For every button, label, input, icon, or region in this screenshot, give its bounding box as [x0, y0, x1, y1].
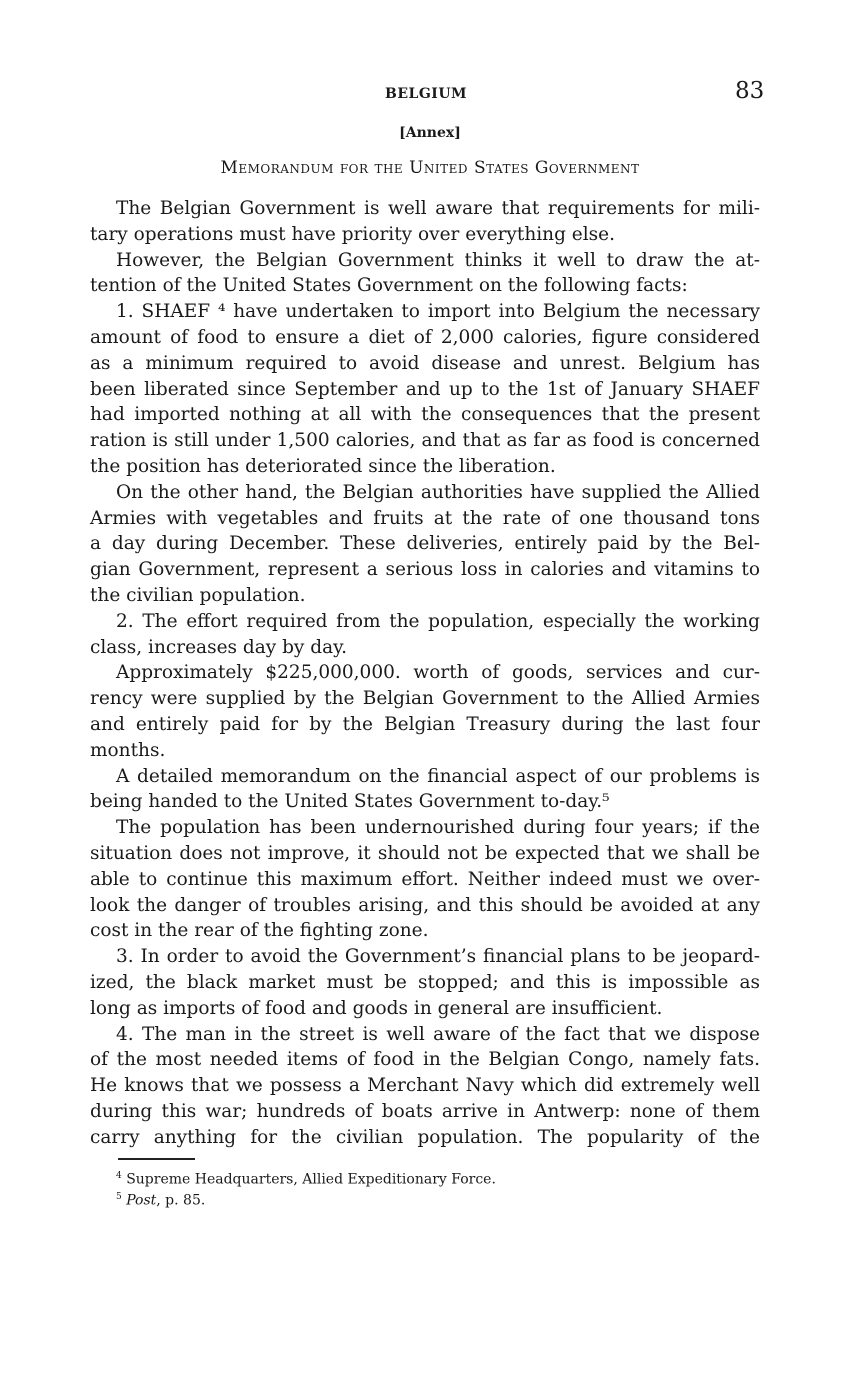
body-line: 2. The effort required from the population, especially the working	[116, 610, 760, 632]
body-line: during this war; hundreds of boats arrive in Antwerp: none of them	[90, 1100, 760, 1122]
body-line: being handed to the United States Government to-day.⁵	[90, 791, 610, 813]
body-line: look the danger of troubles arising, and this should be avoided at any	[90, 894, 760, 916]
footnote-5	[116, 1189, 496, 1210]
annex-label: [Annex]	[399, 125, 461, 141]
body-line: months.	[90, 739, 166, 761]
body-line: The population has been undernourished during four years; if the	[116, 817, 760, 839]
footnote-4	[116, 1168, 496, 1189]
body-line: and entirely paid for by the Belgian Treasury during the last four	[90, 713, 760, 735]
memo-body	[90, 196, 760, 1150]
body-line: ration is still under 1,500 calories, and that as far as food is concerned	[90, 430, 760, 452]
footnote-mark: 4	[116, 1171, 122, 1181]
body-line: gian Government, represent a serious loss in calories and vitamins to	[90, 559, 760, 581]
body-line: long as imports of food and goods in general are insufficient.	[90, 997, 663, 1019]
footnote-italic: Post	[126, 1192, 157, 1209]
body-line: class, increases day by day.	[90, 636, 348, 658]
body-line: situation does not improve, it should not be expected that we shall be	[90, 842, 760, 864]
body-line: rency were supplied by the Belgian Government to the Allied Armies	[90, 688, 760, 710]
body-line: The Belgian Government is well aware that requirements for mili-	[116, 198, 760, 219]
body-line: able to continue this maximum effort. Neither indeed must we over-	[90, 868, 760, 890]
body-line: the civilian population.	[90, 584, 306, 606]
footnote-rule	[118, 1158, 195, 1160]
running-title: BELGIUM	[385, 86, 468, 102]
body-line: 4. The man in the street is well aware of the fact that we dispose	[116, 1023, 760, 1045]
footnote-text: Supreme Headquarters, Allied Expeditionary Force.	[126, 1171, 496, 1188]
memo-title: Memorandum for the United States Government	[220, 158, 640, 178]
body-line: tention of the United States Government on the following facts:	[90, 275, 688, 297]
body-line: cost in the rear of the fighting zone.	[90, 920, 429, 942]
body-line: Approximately $225,000,000. worth of goods, services and cur-	[116, 662, 760, 684]
body-line: a day during December. These deliveries, entirely paid by the Bel-	[90, 533, 760, 555]
body-line: had imported nothing at all with the consequences that the present	[90, 404, 760, 426]
footnote-mark: 5	[116, 1191, 122, 1202]
body-line: carry anything for the civilian population. The popularity of the	[90, 1126, 760, 1148]
body-line: ized, the black market must be stopped; and this is impossible as	[90, 971, 760, 993]
footnote-text: , p. 85.	[156, 1192, 206, 1209]
body-line: On the other hand, the Belgian authorities have supplied the Allied	[116, 481, 760, 503]
body-line: the position has deteriorated since the liberation.	[90, 455, 556, 477]
body-line: amount of food to ensure a diet of 2,000 calories, figure considered	[90, 326, 760, 348]
body-line: 3. In order to avoid the Government’s financial plans to be jeopard-	[116, 946, 760, 968]
body-line: tary operations must have priority over everything else.	[90, 223, 615, 245]
body-line: been liberated since September and up to the 1st of January SHAEF	[90, 378, 760, 400]
body-line: 1. SHAEF ⁴ have undertaken to import into Belgium the necessary	[116, 301, 760, 323]
body-line: Armies with vegetables and fruits at the rate of one thousand tons	[90, 507, 760, 529]
footnotes	[116, 1168, 496, 1209]
body-line: However, the Belgian Government thinks it well to draw the at-	[116, 249, 760, 271]
body-line: A detailed memorandum on the financial aspect of our problems is	[116, 765, 760, 787]
body-line: as a minimum required to avoid disease and unrest. Belgium has	[90, 352, 760, 374]
body-line: He knows that we possess a Merchant Navy which did extremely well	[90, 1075, 760, 1097]
body-line: of the most needed items of food in the Belgian Congo, namely fats.	[90, 1049, 760, 1071]
page-number: 83	[735, 78, 765, 104]
